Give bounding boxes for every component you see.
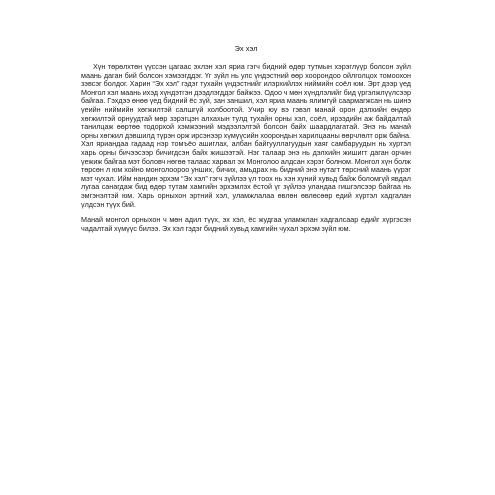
document-body bbox=[81, 44, 411, 233]
document-title: Эх хэл bbox=[234, 44, 258, 53]
paragraph-1: Хүн төрөлхтөн үүссэн цагаас эхлэн хэл яриа гэгч бидний өдөр тутмын хэрэглүүр болсон зүйл маань даган бий болсон хэмээгддэг. Үг зүйл нь улс үндэстний өөр хоорондоо ойлголцох томоохон зэвсэг болдог. Харин “Эх хэл” гэдэг тухайн үндэстнийг илэрхийлэх ниймийн соёл юм. Эрт дээр үед Монгол хэл маань ихэд хүндэтгэн дээдлэгддэг байжээ. Одоо ч мөн хүндлэлийг бид үргэлжлүүлсээр байгаа. Гэхдээ өнөө үед бидний ёс зүй, зан заншил, хэл яриа маань ялимгүй саармагжсан нь шинэ үеийн ниймийн хөгжилтэй салшгүй холбоотой. Учир юу вэ гэвэл манай орон дэлхийн өндөр хөгжилтэй орнуудтай мөр зэрэгцэн алхахын тулд тухайн орны хэл, соёл, ирээдийн аж байдалтай танилцаж өөртөө тодорхой хэмжээний мэдээлэлтэй болсон байх шаардлагатай. Энэ нь манай орны хөгжил дэвшилд түрэн орж ирсэнээр хүмүүсийн хоорондын харилцааны өөрчлөлт орж байна. Хэл яриандаа гадаад нэр томъёо ашиглах, албан байгууллагуудын хаяг самбаруудын нь хуртэл харь орны бичээсээр бичигдсэн байх жишээтэй. Нэг талаар энэ нь дэлхийн жишигт даган орчин үежиж байгаа мэт боловч нөгөө талаас харвал эх Монголоо алдсан хэрэг болном. Монгол хүн болж төрсөн л юм хойно монголоороо унших, бичих, амьдрах нь бидний энэ нутагт төрсний маань үүрэг мэт чухал. Ийм нандин эрхэм “Эх хэл” гэгч зүйлээ үл тоох нь хэн хүний хувьд байж боломгүй явдал лугаа санагдаж бид өдөр тутам хамгийн эрхэмлэх ёстой үг зүйлээ уландаа гишгэлсээр байгаа нь эмгэнэлтэй юм. Харь орныхон эртний хэл, уламжлалаа өвлөн өвлөсөөр едий хүртэл хадгалан үлдсэн түүх бий. bbox=[81, 62, 411, 209]
paragraph-2: Манай монгол орныхон ч мөн адил түүх, эх хэл, ёс жудгаа уламжлан хадгалсаар едийг хүргэсэн чадалтай хүмүүс билээ. Эх хэл гэдэг бидний хувьд хамгийн чухал эрхэм зүйл юм. bbox=[81, 215, 411, 233]
